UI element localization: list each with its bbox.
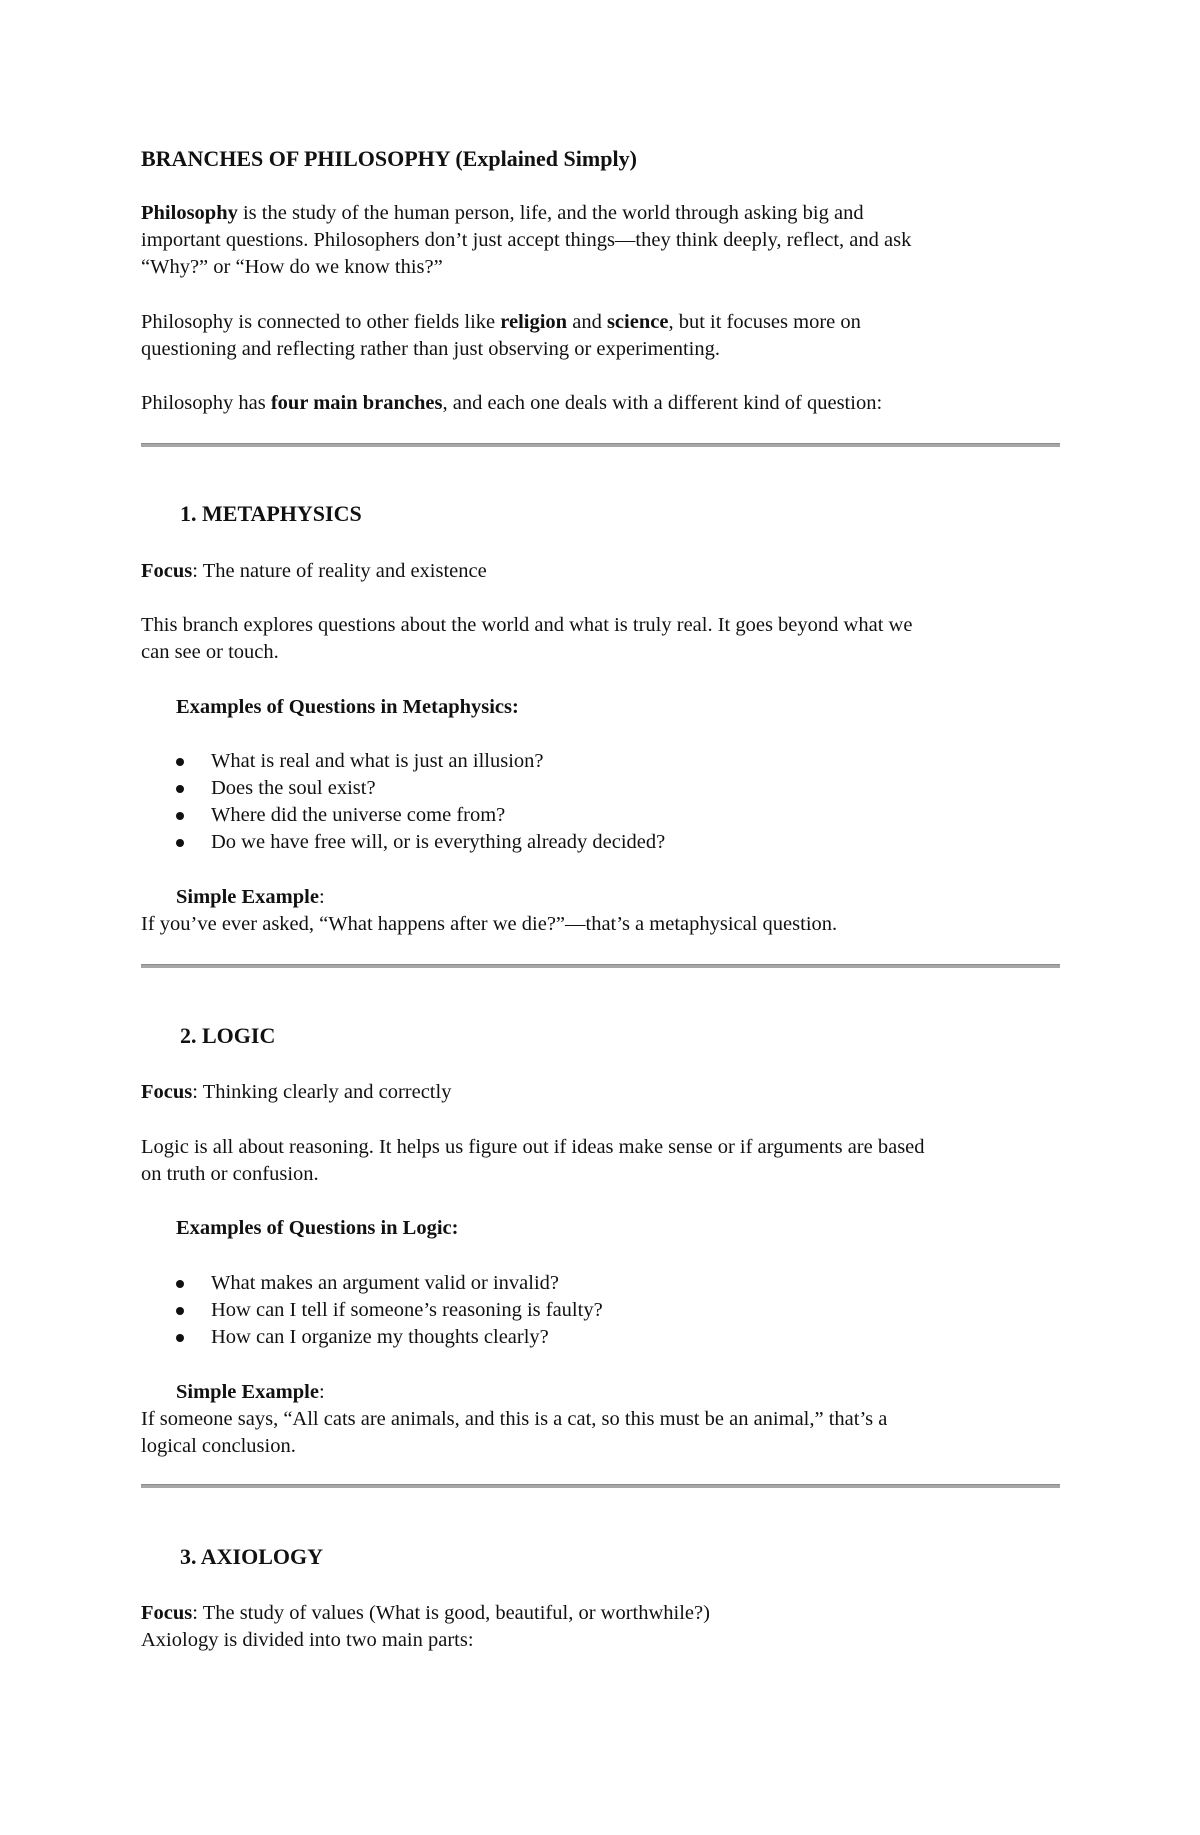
axiology-description: Axiology is divided into two main parts: [141, 1629, 474, 1651]
logic-simple-example-label [176, 1379, 325, 1406]
section-heading-metaphysics: 1. METAPHYSICS [180, 501, 362, 526]
list-item: Do we have free will, or is everything already decided? [211, 831, 666, 853]
intro-paragraph-3 [141, 390, 882, 417]
bullet-icon [176, 839, 184, 847]
metaphysics-description-line-2: can see or touch. [141, 641, 279, 663]
logic-focus [141, 1079, 451, 1106]
focus-label: Focus [141, 1081, 193, 1103]
list-item: What is real and what is just an illusion? [211, 750, 544, 772]
list-item: How can I organize my thoughts clearly? [211, 1326, 549, 1348]
metaphysics-description-line-1: This branch explores questions about the world and what is truly real. It goes beyond what we [141, 614, 913, 636]
horizontal-rule [141, 964, 1060, 968]
intro-text: is the study of the human person, life, and the world through asking big and [237, 202, 864, 224]
section-heading-logic: 2. LOGIC [180, 1023, 276, 1048]
bullet-icon [176, 1307, 184, 1315]
intro-text: Philosophy is connected to other fields like [141, 311, 501, 333]
logic-simple-example-line-1: If someone says, “All cats are animals, and this is a cat, so this must be an animal,” that’s a [141, 1408, 888, 1430]
intro-paragraph-1-line-1 [141, 200, 864, 227]
metaphysics-examples-heading: Examples of Questions in Metaphysics: [176, 696, 519, 718]
intro-paragraph-2-line-1 [141, 309, 861, 336]
list-item: What makes an argument valid or invalid? [211, 1272, 560, 1294]
simple-example-label: Simple Example [176, 886, 319, 908]
intro-text: Philosophy has [141, 392, 271, 414]
simple-example-label: Simple Example [176, 1381, 319, 1403]
science-term: science [606, 311, 669, 333]
axiology-focus [141, 1600, 710, 1627]
bullet-icon [176, 1280, 184, 1288]
metaphysics-simple-example-text: If you’ve ever asked, “What happens after we die?”—that’s a metaphysical question. [141, 913, 838, 935]
bullet-icon [176, 812, 184, 820]
list-item: Does the soul exist? [211, 777, 376, 799]
document-title: BRANCHES OF PHILOSOPHY (Explained Simply) [141, 146, 637, 171]
horizontal-rule [141, 443, 1060, 447]
philosophy-term: Philosophy [141, 202, 238, 224]
metaphysics-simple-example-label [176, 884, 325, 911]
logic-simple-example-line-2: logical conclusion. [141, 1435, 296, 1457]
intro-paragraph-2-line-2: questioning and reflecting rather than just observing or experimenting. [141, 338, 720, 360]
focus-text: : Thinking clearly and correctly [192, 1081, 452, 1103]
intro-text: , and each one deals with a different kind of question: [442, 392, 883, 414]
bullet-icon [176, 1334, 184, 1342]
intro-text: , but it focuses more on [668, 311, 861, 333]
list-item: How can I tell if someone’s reasoning is faulty? [211, 1299, 603, 1321]
focus-text: : The nature of reality and existence [192, 560, 487, 582]
metaphysics-focus [141, 558, 487, 585]
focus-label: Focus [141, 560, 193, 582]
focus-text: : The study of values (What is good, beautiful, or worthwhile?) [192, 1602, 710, 1624]
intro-paragraph-1-line-3: “Why?” or “How do we know this?” [141, 256, 443, 278]
bullet-icon [176, 758, 184, 766]
list-item: Where did the universe come from? [211, 804, 506, 826]
four-main-branches-term: four main branches [270, 392, 443, 414]
intro-paragraph-1-line-2: important questions. Philosophers don’t just accept things—they think deeply, reflect, and ask [141, 229, 912, 251]
colon: : [318, 886, 325, 908]
logic-examples-heading: Examples of Questions in Logic: [176, 1217, 459, 1239]
logic-description-line-1: Logic is all about reasoning. It helps us figure out if ideas make sense or if arguments are based [141, 1136, 925, 1158]
horizontal-rule [141, 1484, 1060, 1488]
intro-text: and [567, 311, 607, 333]
colon: : [318, 1381, 325, 1403]
bullet-icon [176, 785, 184, 793]
section-heading-axiology: 3. AXIOLOGY [180, 1544, 324, 1569]
religion-term: religion [500, 311, 568, 333]
focus-label: Focus [141, 1602, 193, 1624]
logic-description-line-2: on truth or confusion. [141, 1163, 319, 1185]
